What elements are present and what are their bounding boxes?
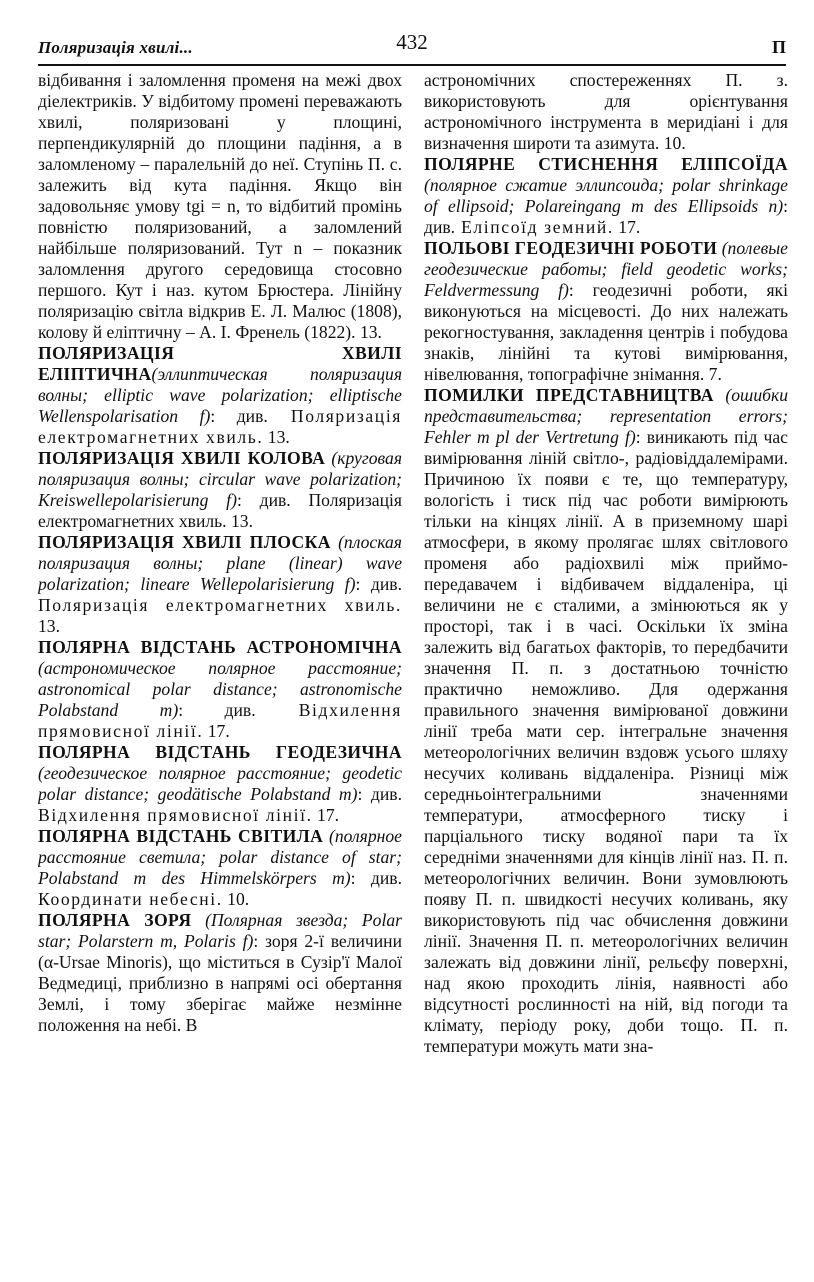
source-ref: 13. [226, 511, 253, 531]
entry-term: ПОЛЯРНА ВІДСТАНЬ АСТРОНОМІЧНА [38, 637, 402, 657]
entry-term: ПОЛЯРИЗАЦІЯ ХВИЛІ ЕЛІПТИЧНА [38, 343, 402, 384]
entry-translations: (Полярная звезда; Polar star; Polarstern m, Polaris f) [38, 910, 402, 951]
entry-term: ПОЛЯРНА ЗОРЯ [38, 910, 192, 930]
entry-term: ПОЛЯРИЗАЦІЯ ХВИЛІ ПЛОСКА [38, 532, 331, 552]
entry-term: ПОЛЯРНЕ СТИСНЕННЯ ЕЛІПСОЇДА [424, 154, 788, 174]
entry-term: ПОЛЯРНА ВІДСТАНЬ СВІТИЛА [38, 826, 324, 846]
entry-circular-polarization [38, 448, 402, 532]
entry-field-geodetic-works [424, 238, 788, 385]
entry-ellipsoid-flattening [424, 154, 788, 238]
entry-translations: (геодезическое полярное расстояние; geodetic polar distance; geodätische Polabstand m) [38, 763, 402, 804]
entry-star-polar-distance [38, 826, 402, 910]
source-ref: 17. [203, 721, 230, 741]
see-prefix: : див. [210, 406, 268, 426]
cross-reference: Поляризація електромагнетних хвиль. [38, 595, 402, 615]
source-ref: 17. [312, 805, 340, 825]
continued-entry-text: астрономічних спостереженнях П. з. використовують для орієнтування астрономічного інструмента в меридіані і для визначення широти та азимута. 10. [424, 70, 788, 153]
entry-term: ПОЛЯРИЗАЦІЯ ХВИЛІ КОЛОВА [38, 448, 326, 468]
entry-body: : виникають під час вимірювання ліній світло-, радіовіддалемірами. Причиною їх появи є те, що температуру, вологість і тиск під час роботи вимірюють тільки на кінцях лінії. А в приземному шарі атмосфери, в якому пролягає шлях світлового променя або радіохвилі між приймо-передавачем і відбивачем віддаленіра, ці величини не є сталими, а змінюються як у просторі, так і в часі. Оскільки їх зміна залежить від багатьох факторів, то передбачити значення П. п. з достатньою точністю практично неможливо. Для одержання правильного значення вимірюваної довжини лінії треба мати сер. інтегральне значення метеорологічних величин вздовж усього шляху несучих коливань віддаленіра. Різниці між середньоінтегральними значеннями температури, атмосферного тиску і парціального тиску водяної пари та їх середніми значеннями для кінців лінії наз. П. п. метеорологічних величин. Вони зумовлюють появу П. п. швидкості несучих коливань, яку використовують під час обчислення довжини лінії. Значення П. п. метеорологічних величин залежать від довжини лінії, рельєфу поверхні, над якою проходить лінія, наявності або відсутності рослинності на ній, від погоди та клімату, періоду року, доби тощо. П. п. температури можуть мати зна- [424, 427, 788, 1056]
cross-reference: Відхилення прямовисної лінії. [38, 805, 313, 825]
entry-geodetic-polar-distance [38, 742, 402, 826]
see-prefix: : див. [350, 868, 402, 888]
entry-term: ПОЛЬОВІ ГЕОДЕЗИЧНІ РОБОТИ [424, 238, 718, 258]
continued-entry-text: відбивання і заломлення променя на межі двох діелектриків. У відбитому промені переважають хвилі, поляризовані у площині, перпендикулярній до площини падіння, а в заломленому – паралельній до неї. Ступінь П. с. залежить від кута падіння. Якщо він задовольняє умову tgi = n, то відбитий промінь повністю поляризований, а заломлений найбільше поляризований. Тут n – показник заломлення другого середовища стосовно першого. Кут i наз. кутом Брюстера. Лінійну поляризацію світла відкрив Е. Л. Малюс (1808), колову й еліптичну – А. І. Френель (1822). 13. [38, 70, 402, 342]
entry-plane-polarization [38, 532, 402, 637]
entry-body: : зоря 2-ї величини (α-Ursae Minoris), що міститься в Сузір'ї Малої Ведмедиці, приблизно в напрямі осі обертання Землі, і тому зберігає майже незмінне положення на небі. В [38, 931, 402, 1035]
cross-reference: Поляризація електромагнетних хвиль. [38, 406, 402, 447]
entry-astronomical-polar-distance [38, 637, 402, 742]
source-ref: 10. [222, 889, 250, 909]
cross-reference: Відхилення прямовисної лінії. [38, 700, 402, 741]
entry-elliptic-polarization [38, 343, 402, 448]
section-letter: П [771, 37, 786, 57]
cross-reference: Координати небесні. [38, 889, 223, 909]
see-prefix: : див. [236, 490, 291, 510]
entry-translations: (ошибки представительства; representation errors; Fehler m pl der Vertretung f) [424, 385, 788, 447]
entry-body: : геодезичні роботи, які виконуються на місцевості. До них належать рекогностування, закладення центрів і побудова знаків, лінійні та кутові вимірювання, нівелювання, топографічне знімання. 7. [424, 280, 788, 384]
source-ref: 17. [613, 217, 641, 237]
entry-translations: (полевые геодезические работы; field geodetic works; Feldvermessung f) [424, 238, 788, 300]
cross-reference: Поляризація електромагнетних хвиль. [38, 490, 402, 531]
entry-translations: (эллиптическая поляризация волны; elliptic wave polarization; elliptische Wellenspolarisation f) [38, 364, 402, 426]
right-column [424, 70, 788, 1260]
entry-translations: (плоская поляризация волны; plane (linear) wave polarization; lineare Wellepolarisierung f) [38, 532, 402, 594]
entry-translations: (круговая поляризация волны; circular wave polarization; Kreiswellepolarisierung f) [38, 448, 402, 510]
source-ref: 13. [263, 427, 290, 447]
cross-reference: Еліпсоїд земний. [455, 217, 614, 237]
entry-representation-errors [424, 385, 788, 1057]
page-number: 432 [396, 30, 428, 54]
source-ref: 13. [38, 616, 60, 636]
see-prefix: : див. [355, 574, 402, 594]
entry-term: ПОМИЛКИ ПРЕДСТАВНИЦТВА [424, 385, 714, 405]
entry-translations: (астрономическое полярное расстояние; astronomical polar distance; astronomische Polabstand m) [38, 658, 402, 720]
entry-translations: (полярное сжатие эллипсоида; polar shrinkage of ellipsoid; Polareingang m des Ellipsoids n) [424, 175, 788, 216]
left-column [38, 70, 402, 1260]
header-divider [38, 64, 786, 66]
see-prefix: : див. [424, 196, 788, 237]
entry-term: ПОЛЯРНА ВІДСТАНЬ ГЕОДЕЗИЧНА [38, 742, 402, 762]
entry-polar-star [38, 910, 402, 1036]
see-prefix: : див. [357, 784, 402, 804]
entry-translations: (полярное расстояние светила; polar distance of star; Polabstand m des Himmelskörpers m) [38, 826, 402, 888]
page-header [38, 30, 786, 64]
see-prefix: : див. [178, 700, 256, 720]
running-head: Поляризація хвилі... [38, 38, 193, 57]
